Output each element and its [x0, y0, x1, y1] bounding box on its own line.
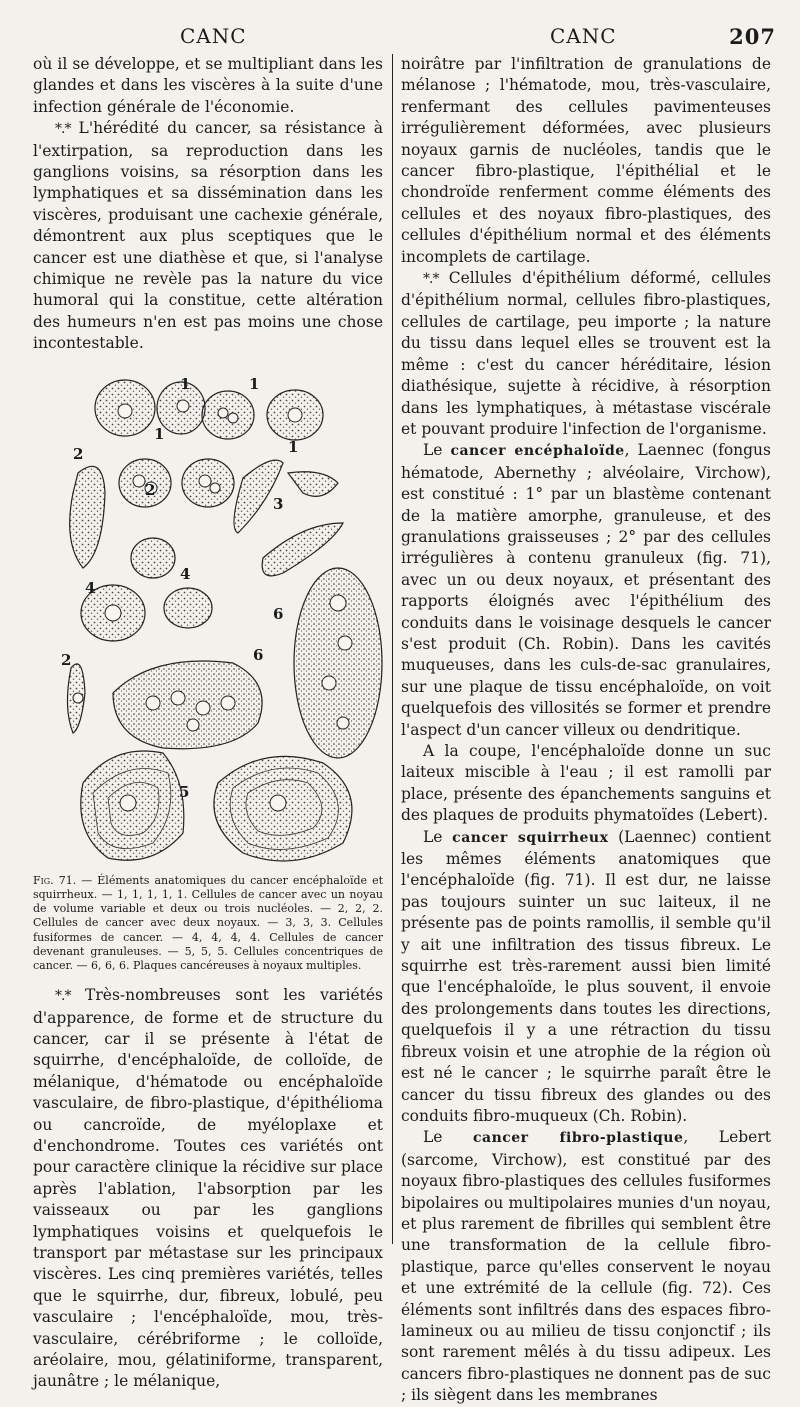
- left-paragraph-3: *.* Très-nombreuses sont les variétés d'apparence, de forme et de structure du cancer, car il se présente à l'état de squirrhe, d'encéphaloïde, de colloïde, de mélanique, d'hématode ou encéphaloïde vasculaire, de fibro-plastique, d'épithélioma ou cancroïde, de myéloplaxe et d'enchondrome. Toutes ces variétés ont pour caractère clinique la récidive sur place après l'ablation, l'absorption par les vaisseaux ou par les ganglions lymphatiques voisins et quelquefois le transport par métastase sur les principaux viscères. Les cinq premières variétés, telles que le squirrhe, dur, fibreux, lobulé, peu vasculaire ; l'encéphaloïde, mou, très-vasculaire, cérébriforme ; le colloïde, aréolaire, mou, gélatiniforme, transparent, jaunâtre ; le mélanique,: [33, 986, 383, 1391]
- term-cancer-encephaloide: cancer encéphaloïde: [450, 443, 625, 460]
- asterism-icon: *.*: [55, 121, 71, 138]
- figure-label: 2: [145, 480, 156, 499]
- figure-caption: Fig. 71. — Éléments anatomiques du cancer encéphaloïde et squirrheux. — 1, 1, 1, 1, 1. Cellules de cancer avec un noyau de volume variable et deux ou trois nucléoles. — 2, 2, 2. Cellules de cancer avec deux noyaux. — 3, 3, 3. Cellules fusiformes de cancer. — 4, 4, 4, 4. Cellules de cancer devenant granuleuses. — 5, 5, 5. Cellules concentriques de cancer. — 6, 6, 6. Plaques cancéreuses à noyaux multiples.: [33, 873, 384, 972]
- asterism-icon: *.*: [423, 271, 439, 288]
- column-divider: [392, 54, 393, 1244]
- asterism-icon: *.*: [55, 988, 71, 1005]
- right-paragraph-4: A la coupe, l'encéphaloïde donne un suc laiteux miscible à l'eau ; il est ramolli par place, présente des épanchements sanguins et des plaques de produits phymatoïdes (Lebert).: [401, 742, 771, 825]
- page-number: 207: [729, 24, 776, 49]
- figure-label: 6: [253, 645, 264, 664]
- figure-71-illustration: [33, 363, 383, 868]
- left-column: [33, 54, 383, 1393]
- right-paragraph-3: Le cancer encéphaloïde, Laennec (fongus hématode, Abernethy ; alvéolaire, Virchow), est constitué : 1° par un blastème contenant de la matière amorphe, granuleuse, et des granulations graisseuses ; 2° par des cellules irrégulières à contenu granuleux (fig. 71), avec un ou deux noyaux, et présentant des rapports éloignés avec l'épithélium des conduits dans le voisinage desquels le cancer s'est produit (Ch. Robin). Dans les cavités muqueuses, dans les culs-de-sac granulaires, sur une plaque de tissu encéphaloïde, on voit quelquefois des villosités se former et prendre l'aspect d'un cancer villeux ou dendritique.: [401, 441, 771, 739]
- running-head-left: CANC: [180, 24, 247, 48]
- right-column: [401, 54, 771, 1407]
- left-paragraph-1: où il se développe, et se multipliant dans les glandes et dans les viscères à la suite d'une infection générale de l'économie.: [33, 55, 383, 116]
- figure-label: 1: [180, 374, 191, 393]
- term-cancer-fibro-plastique: cancer fibro-plastique: [472, 1130, 684, 1147]
- right-paragraph-6: Le cancer fibro-plastique, Lebert (sarcome, Virchow), est constitué par des noyaux fibro-plastiques des cellules fusiformes bipolaires ou multipolaires munies d'un noyau, et plus rarement de fibrilles qui semblent être une transformation de la cellule fibro-plastique, parce qu'elles conservent le noyau et une extrémité de la cellule (fig. 72). Ces éléments sont infiltrés dans des espaces fibro-lamineux ou au milieu de tissu conjonctif ; ils sont rarement mêlés à du tissu adipeux. Les cancers fibro-plastiques ne donnent pas de suc ; ils siègent dans les membranes: [401, 1128, 771, 1405]
- page-header: [0, 24, 800, 58]
- running-head-right: CANC: [550, 24, 617, 48]
- figure-label: 3: [273, 494, 284, 513]
- right-paragraph-5: Le cancer squirrheux (Laennec) contient les mêmes éléments anatomiques que l'encéphaloïde (fig. 71). Il est dur, ne laisse pas toujours suinter un suc laiteux, il ne présente pas de points ramollis, il semble qu'il y ait une infiltration des tissus fibreux. Le squirrhe est très-rarement aussi bien limité que l'encéphaloïde, le plus souvent, il envoie des prolongements dans toutes les directions, quelquefois il y a une rétraction du tissu fibreux voisin et une atrophie de la région où est né le cancer ; le squirrhe paraît être le cancer du tissu fibreux des glandes ou des conduits fibro-muqueux (Ch. Robin).: [401, 827, 771, 1125]
- right-paragraph-2: *.* Cellules d'épithélium déformé, cellules d'épithélium normal, cellules fibro-plastiques, cellules de cartilage, peu importe ; la nature du tissu dans lequel elles se trouvent est la même : c'est du cancer héréditaire, lésion diathésique, sujette à récidive, à résorption dans les lymphatiques, à métastase viscérale et pouvant produire l'infection de l'organisme.: [401, 269, 771, 438]
- left-paragraph-2: *.* L'hérédité du cancer, sa résistance à l'extirpation, sa reproduction dans les ganglions voisins, sa résorption dans les lymphatiques et sa dissémination dans les viscères, produisant une cachexie générale, démontrent aux plus sceptiques que le cancer est une diathèse et que, si l'analyse chimique ne revèle pas la nature du vice humoral qui la constitue, cette altération des humeurs n'en est pas moins une chose incontestable.: [33, 119, 383, 353]
- figure-label: 4: [180, 564, 191, 583]
- figure-71: [33, 363, 383, 868]
- figure-label: 4: [85, 578, 96, 597]
- term-cancer-squirrheux: cancer squirrheux: [452, 829, 609, 846]
- figure-label: 2: [61, 650, 72, 669]
- figure-label: 1: [154, 424, 165, 443]
- right-paragraph-1: noirâtre par l'infiltration de granulations de mélanose ; l'hématode, mou, très-vasculaire, renfermant des cellules pavimenteuses irrégulièrement déformées, avec plusieurs noyaux garnis de nucléoles, tandis que le cancer fibro-plastique, l'épithélial et le chondroïde renferment comme éléments des cellules et des noyaux fibro-plastiques, des cellules d'épithélium normal et des éléments incomplets de cartilage.: [401, 55, 771, 266]
- figure-label: 6: [273, 604, 284, 623]
- figure-label: 2: [73, 444, 84, 463]
- figure-label: 5: [179, 782, 190, 801]
- figure-label: 1: [249, 374, 260, 393]
- figure-label: 1: [288, 437, 299, 456]
